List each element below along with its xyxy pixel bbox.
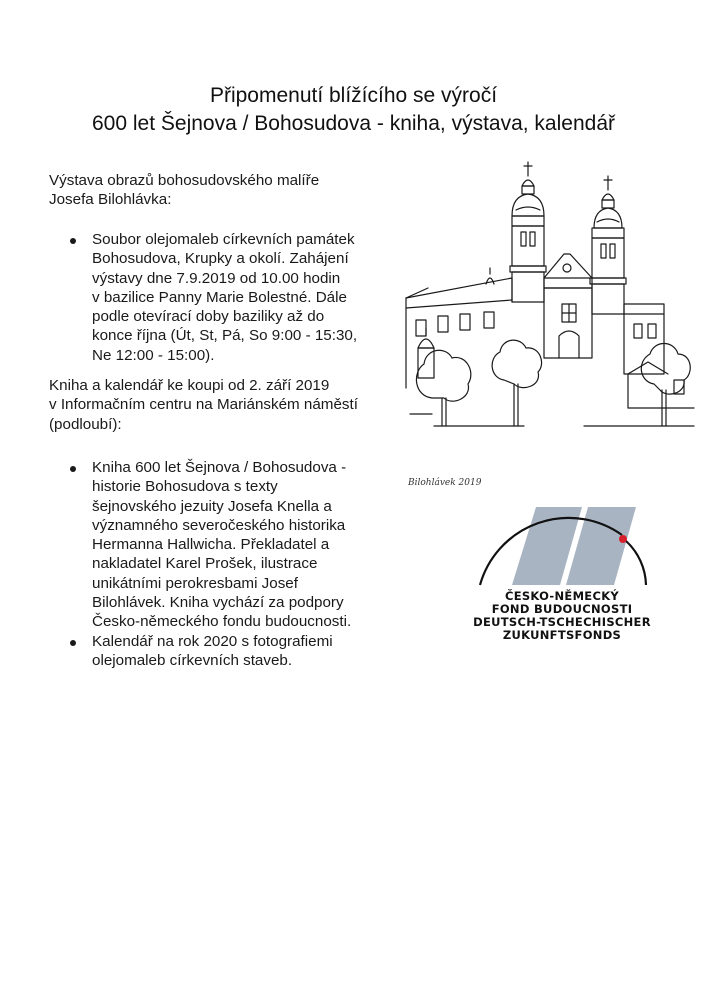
exhibition-list — [49, 230, 399, 365]
products-list — [49, 458, 399, 670]
logo-line-1: ČESKO-NĚMECKÝ — [504, 589, 620, 603]
page-title — [0, 82, 707, 138]
purchase-line-3: (podloubí): — [49, 415, 122, 433]
logo-line-4: ZUKUNFTSFONDS — [502, 628, 622, 642]
basilica-illustration — [404, 158, 696, 498]
logo-line-3: DEUTSCH-TSCHECHISCHER — [473, 615, 651, 629]
purchase-info — [49, 376, 399, 434]
purchase-line-2: v Informačním centru na Mariánském náměstí — [49, 396, 358, 414]
title-line-1: Připomenutí blížícího se výročí — [209, 84, 498, 107]
exhibition-intro — [49, 171, 399, 210]
fund-logo-text — [472, 590, 652, 642]
illustration-signature: Bilohlávek 2019 — [408, 478, 482, 488]
list-item: Soubor olejomaleb církevních památek Bohosudova, Krupky a okolí. Zahájení výstavy dne 7.9.2019 od 10.00 hodin v bazilice Panny Marie Bolestné. Dále podle otevírací doby baziliky až do konce října (Út, St, Pá, So 9:00 - 15:30, Ne 12:00 - 15:00). — [49, 230, 399, 365]
bullet-icon — [70, 238, 76, 244]
list-item: Kniha 600 let Šejnova / Bohosudova - historie Bohosudova s texty šejnovského jezuity Josefa Knella a významného severočeského historika Hermanna Hallwicha. Překladatel a nakladatel Karel Prošek, ilustrace unikátními perokresbami Josef Bilohlávek. Kniha vychází za podpory Česko-německého fondu budoucnosti. — [49, 458, 399, 632]
bullet-icon — [70, 640, 76, 646]
logo-line-2: FOND BUDOUCNOSTI — [491, 602, 633, 616]
purchase-line-1: Kniha a kalendář ke koupi od 2. září 2019 — [49, 377, 330, 394]
intro-line-2: Josefa Bilohlávka: — [49, 191, 172, 209]
intro-line-1: Výstava obrazů bohosudovského malíře — [49, 172, 320, 189]
list-item: Kalendář na rok 2020 s fotografiemi olejomaleb církevních staveb. — [49, 632, 399, 671]
bullet-icon — [70, 466, 76, 472]
title-line-2: 600 let Šejnova / Bohosudova - kniha, výstava, kalendář — [92, 112, 615, 135]
